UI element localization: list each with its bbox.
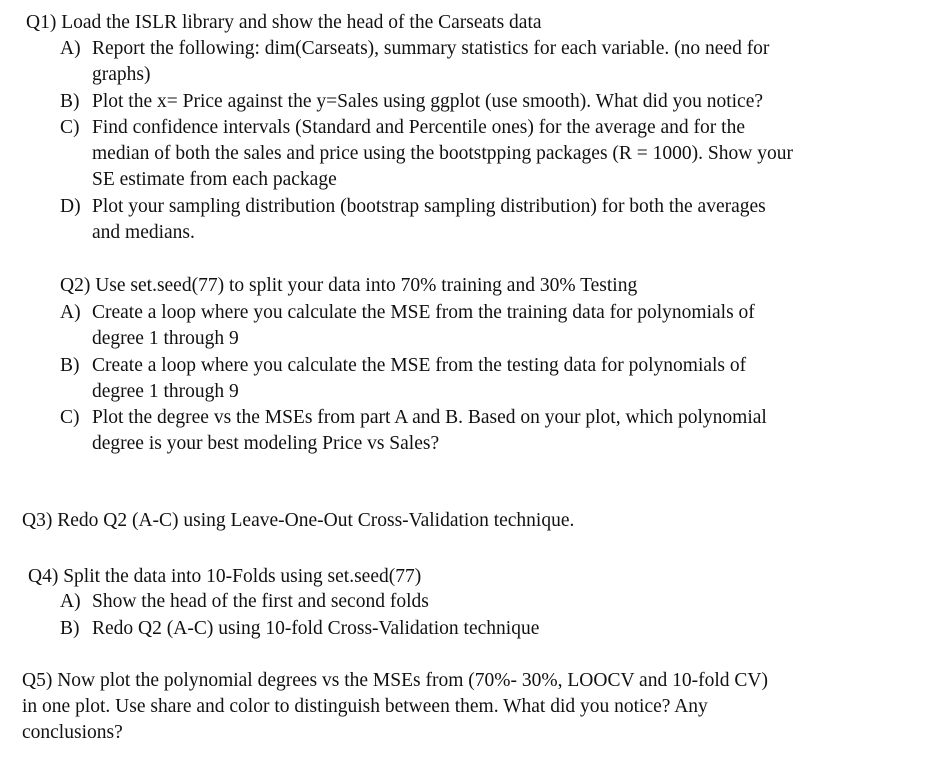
part-text-line: Show the head of the first and second folds [92,591,429,612]
part-text-line: SE estimate from each package [92,169,337,191]
part-text-line: median of both the sales and price using the bootstpping packages (R = 1000). Show your [92,143,793,165]
question-5-line: in one plot. Use share and color to distinguish between them. What did you notice? Any [22,696,708,717]
part-text-line: Plot your sampling distribution (bootstrap sampling distribution) for both the averages [92,196,766,217]
part-text-line: Create a loop where you calculate the MSE from the testing data for polynomials of [92,355,747,376]
part-text-line: Plot the degree vs the MSEs from part A and B. Based on your plot, which polynomial [92,407,767,428]
part-text-line: and medians. [92,222,195,244]
part-text-line: degree is your best modeling Price vs Sales? [92,433,440,455]
question-5-line: conclusions? [22,722,123,743]
part-text-line: Plot the x= Price against the y=Sales using ggplot (use smooth). What did you notice? [92,91,763,112]
question-3-heading: Q3) Redo Q2 (A-C) using Leave-One-Out Cross-Validation technique. [22,510,575,531]
part-text-line: graphs) [92,64,151,86]
question-2-heading: Q2) Use set.seed(77) to split your data into 70% training and 30% Testing [60,275,638,296]
part-letter: B) [60,91,80,112]
part-letter: A) [60,302,81,323]
part-letter: A) [60,38,81,59]
part-letter: A) [60,591,81,612]
question-5-line: Q5) Now plot the polynomial degrees vs the MSEs from (70%- 30%, LOOCV and 10-fold CV) [22,670,768,691]
part-letter: B) [60,618,80,639]
part-text-line: Redo Q2 (A-C) using 10-fold Cross-Validation technique [92,618,540,639]
part-letter: B) [60,355,80,376]
part-letter: C) [60,407,80,428]
question-4-heading: Q4) Split the data into 10-Folds using set.seed(77) [28,566,422,587]
part-letter: C) [60,117,80,138]
question-1-heading: Q1) Load the ISLR library and show the head of the Carseats data [26,12,542,33]
part-text-line: Create a loop where you calculate the MSE from the training data for polynomials of [92,302,755,323]
part-text-line: Find confidence intervals (Standard and Percentile ones) for the average and for the [92,117,745,138]
part-text-line: degree 1 through 9 [92,381,239,403]
part-text-line: Report the following: dim(Carseats), summary statistics for each variable. (no need for [92,38,770,59]
part-letter: D) [60,196,81,217]
part-text-line: degree 1 through 9 [92,328,239,350]
